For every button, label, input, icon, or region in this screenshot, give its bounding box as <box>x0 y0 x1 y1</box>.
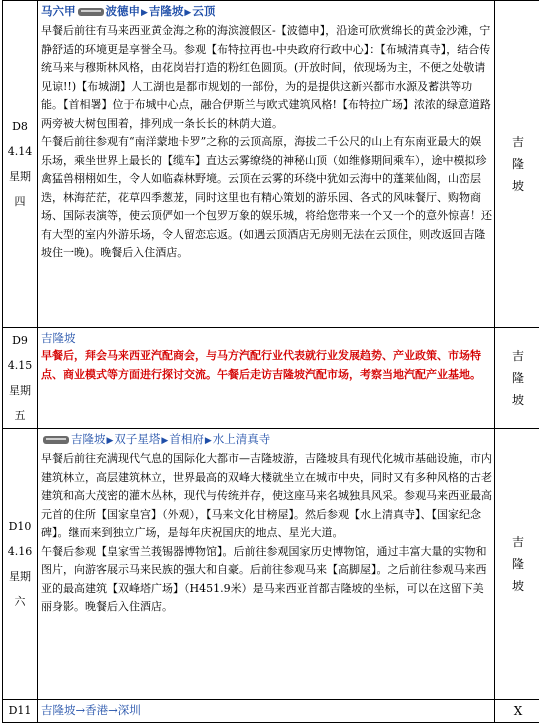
route-stop: 吉隆坡 <box>41 703 76 717</box>
itinerary-content <box>38 328 495 429</box>
day-code: D11 <box>3 702 37 720</box>
route-stop: 吉隆坡 <box>41 331 76 345</box>
itinerary-paragraph: 午餐后前往参观有“南洋蒙地卡罗”之称的云顶高原，海拔二千公尺的山上有东南亚最大的娱乐场，乘坐世界上最长的【缆车】直达云雾缭绕的神秘山顶（如维修期间乘车），途中模拟珍禽猛兽栩栩如生，令人如临森林野境。云顶在云雾的环绕中犹如云海中的蓬莱仙阁，山峦层迭，林海茫茫，花草四季葱茏，同时这里也有精心策划的游乐园、各式的风味餐厅、购物商场、国际表演等，使云顶俨如一个包罗万象的娱乐城，将给您带来一个又一个的意外惊喜！还有大型的室内外游乐场，令人留恋忘返。(如遇云顶酒店无房则无法在云顶住，则改返回吉隆坡住一晚)。晚餐后入住酒店。 <box>41 133 492 263</box>
route-line <box>41 329 492 347</box>
itinerary-row-d9 <box>3 328 539 429</box>
route-line <box>41 2 492 22</box>
route-stop: 马六甲 <box>41 4 76 18</box>
hotel-cell <box>495 429 539 700</box>
arrow-right-icon: → <box>76 703 86 717</box>
weekday-value: 四 <box>3 189 37 214</box>
route-stop: 吉隆坡 <box>71 432 106 446</box>
hotel-char: 吉 <box>495 345 539 367</box>
hotel-char: 隆 <box>495 153 539 175</box>
day-cell <box>3 1 38 328</box>
day-cell <box>3 328 38 429</box>
route-stop: 双子星塔 <box>114 432 160 446</box>
hotel-char: 吉 <box>495 131 539 153</box>
itinerary-row-d8 <box>3 1 539 328</box>
day-date: 4.16 <box>3 539 37 564</box>
route-stop: 波德申 <box>106 4 141 18</box>
day-cell <box>3 700 38 723</box>
route-line <box>41 701 492 719</box>
route-stop: 水上清真寺 <box>213 432 271 446</box>
weekday-value: 六 <box>3 589 37 614</box>
itinerary-paragraph: 早餐后前往有马来西亚黄金海之称的海滨渡假区-【波德申】，沿途可欣赏绵长的黄金沙滩，宁静舒适的环境更是享誉全马。参观【布特拉再也-中央政府行政中心】：【布城清真寺】，结合传统马来与穆斯林风格，由花岗岩打造的粉红色圆顶。(开放时间，依现场为主，不便之处敬请见谅!!)【布城湖】人工湖也是都市规划的一部份，为的是提供这新兴都市水源及蓄洪等功能。【首相署】位于布城中心点，融合伊斯兰与欧式建筑风格!【布特拉广场】浓浓的绿意道路两旁被大树包围着，排列成一条长长的林荫大道。 <box>41 22 492 133</box>
weekday-value: 五 <box>3 403 37 428</box>
play-arrow-icon: ▶ <box>161 436 168 446</box>
route-stop: 云顶 <box>192 4 215 18</box>
weekday-label: 星期 <box>3 564 37 589</box>
itinerary-row-d10 <box>3 429 539 700</box>
arrow-right-icon: → <box>108 703 118 717</box>
hotel-cell <box>495 1 539 328</box>
hotel-char: 隆 <box>495 553 539 575</box>
play-arrow-icon: ▶ <box>141 8 148 18</box>
itinerary-content <box>38 700 495 723</box>
hotel-char: 隆 <box>495 367 539 389</box>
route-line <box>41 430 492 450</box>
bus-icon <box>43 436 69 444</box>
play-arrow-icon: ▶ <box>184 8 191 18</box>
day-cell <box>3 429 38 700</box>
play-arrow-icon: ▶ <box>205 436 212 446</box>
bus-icon <box>78 8 104 16</box>
hotel-char: 坡 <box>495 389 539 411</box>
route-stop: 首相府 <box>169 432 204 446</box>
itinerary-row-d11 <box>3 700 539 723</box>
hotel-char: 坡 <box>495 175 539 197</box>
hotel-char: 坡 <box>495 575 539 597</box>
itinerary-table <box>2 0 539 723</box>
itinerary-content <box>38 429 495 700</box>
route-stop: 深圳 <box>118 703 141 717</box>
itinerary-paragraph: 早餐后前往充满现代气息的国际化大都市—吉隆坡游，吉隆坡具有现代化城市基础设施，市内建筑林立，高层建筑林立，世界最高的双峰大楼就坐立在城市中央，同时又有多种风格的古老建筑和高大茂密的灌木丛林，现代与传统并存，使这座马来名城独具风采。参观马来西亚最高元首的住所【国家皇宫】（外观），【马来文化甘榜屋】。然后参观【水上清真寺】、【国家纪念碑】。继而来到独立广场，是每年庆祝国庆的地点、星光大道。 <box>41 450 492 543</box>
day-code: D10 <box>3 514 37 539</box>
route-stop: 吉隆坡 <box>149 4 184 18</box>
day-date: 4.14 <box>3 139 37 164</box>
hotel-mark: X <box>495 700 539 722</box>
day-date: 4.15 <box>3 353 37 378</box>
play-arrow-icon: ▶ <box>107 436 114 446</box>
hotel-char: 吉 <box>495 531 539 553</box>
day-code: D9 <box>3 328 37 353</box>
route-stop: 香港 <box>85 703 108 717</box>
weekday-label: 星期 <box>3 378 37 403</box>
itinerary-paragraph-highlight: 早餐后，拜会马来西亚汽配商会，与马方汽配行业代表就行业发展趋势、产业政策、市场特点、商业模式等方面进行探讨交流。午餐后走访吉隆坡汽配市场，考察当地汽配产业基地。 <box>41 347 492 384</box>
weekday-label: 星期 <box>3 164 37 189</box>
hotel-cell <box>495 700 539 723</box>
itinerary-content <box>38 1 495 328</box>
hotel-cell <box>495 328 539 429</box>
itinerary-paragraph: 午餐后参观【皇家雪兰莪锡器博物馆】。后前往参观国家历史博物馆，通过丰富大量的实物和图片，向游客展示马来民族的强大和自豪。后前往参观马来【高脚屋】。之后前往参观马来西亚的最高建筑【双峰塔广场】（H451.9米）是马来西亚首都吉隆坡的坐标，可以在这留下美丽身影。晚餐后入住酒店。 <box>41 543 492 617</box>
day-code: D8 <box>3 114 37 139</box>
